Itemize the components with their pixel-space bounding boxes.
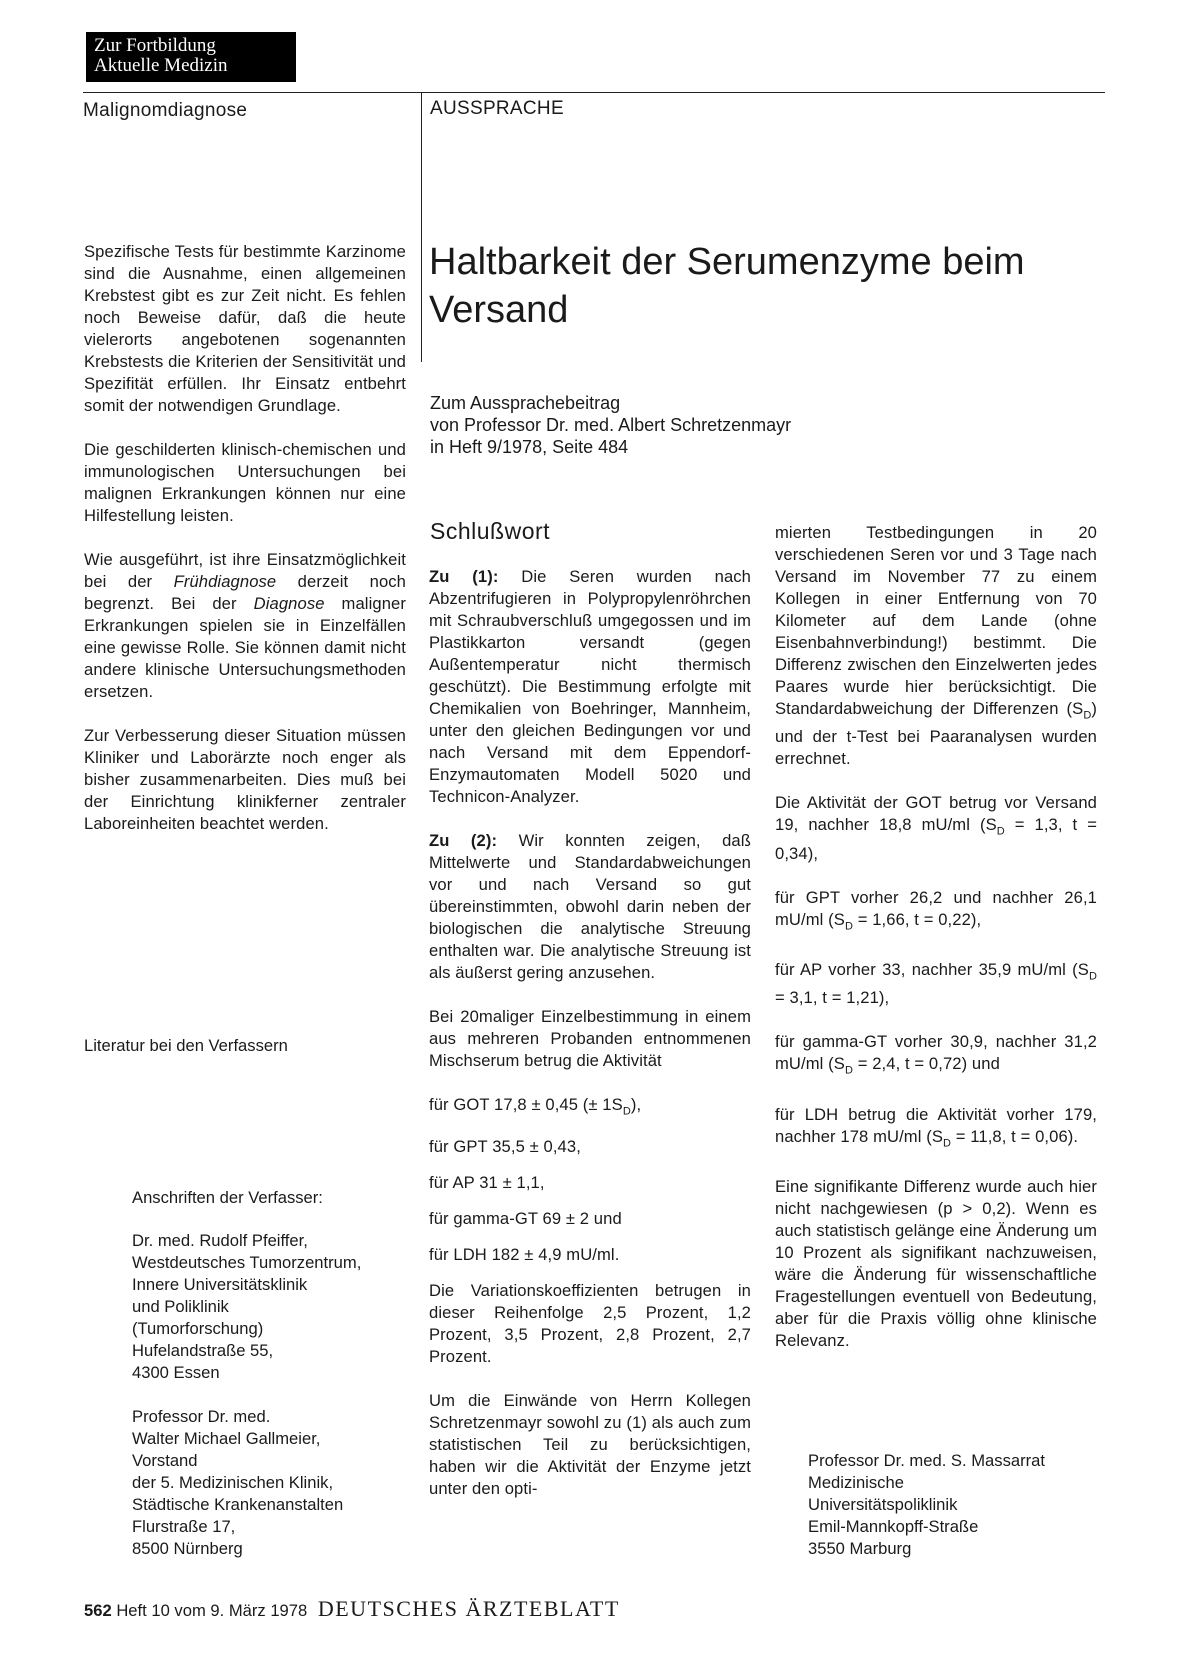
article-title: Haltbarkeit der Serumenzyme beim Versand [429, 241, 1025, 331]
text-run: = 2,4, t = 0,72) und [852, 1054, 1000, 1074]
signature-line: Universitätspoliklinik [808, 1495, 958, 1514]
paragraph [775, 959, 1097, 1009]
emphasis: Frühdiagnose [173, 572, 277, 591]
text-run: ) und der t-Test bei Paaranalysen wurden errechnet. [775, 699, 1097, 769]
value-line: für LDH 182 ± 4,9 mU/ml. [429, 1245, 620, 1265]
badge-line-1: Zur Fortbildung [94, 35, 216, 56]
right-column [775, 522, 1097, 1374]
signature-line: Professor Dr. med. S. Massarrat [808, 1451, 1045, 1470]
addresses-heading: Anschriften der Verfasser: [132, 1188, 323, 1207]
paragraph [775, 887, 1097, 937]
value-line: für GPT 35,5 ± 0,43, [429, 1137, 581, 1157]
page-number: 562 [84, 1601, 112, 1620]
paragraph [775, 522, 1097, 770]
signature-block [808, 1450, 1108, 1560]
subscript: D [844, 919, 853, 932]
paragraph [775, 1104, 1097, 1154]
paragraph: Zur Verbesserung dieser Situation müssen Kliniker und Laborärzte noch enger als bisher zusammenarbeiten. Dies muß bei der Einrichtung klinikferner zentraler Laboreinheiten beachtet werden. [84, 726, 406, 833]
address-line: Innere Universitätsklinik [132, 1275, 308, 1294]
address-line: Walter Michael Gallmeier, [132, 1429, 321, 1448]
paragraph: Eine signifikante Differenz wurde auch hier nicht nachgewiesen (p > 0,2). Wenn es auch statistisch gelänge eine Änderung um 10 Prozent als signifikant nachzuweisen, wäre die Änderung für wissenschaftliche Fragestellungen eventuell von Bedeutung, aber für die Praxis völlig ohne klinische Relevanz. [775, 1176, 1097, 1350]
text-run: Die Aktivität der GOT betrug vor Versand 19, nachher 18,8 mU/ml (S [775, 793, 1097, 835]
text-run: = 1,3, t = 0,34), [775, 815, 1097, 863]
text-run: für GOT 17,8 ± 0,45 (± 1S [429, 1095, 623, 1114]
point-label: Zu (2): [429, 831, 498, 850]
author-address-2 [132, 1406, 412, 1560]
article-subtitle [430, 392, 791, 458]
text-run: Wir konnten zeigen, daß Mittelwerte und Standardabweichungen vor und nach Versand so gut übereinstimmten, obwohl darin neben der biologischen die analytische Streuung enthalten war. Die analytische Streuung ist als äußerst gering anzusehen. [429, 831, 751, 982]
text-run: maligner Erkrankungen spielen sie in Einzelfällen eine gewisse Rolle. Sie können damit nicht andere klinische Untersuchungsmethoden ersetzen. [84, 594, 406, 701]
paragraph: Spezifische Tests für bestimmte Karzinome sind die Ausnahme, einen allgemeinen Krebstest gibt es zur Zeit nicht. Es fehlen noch Beweise dafür, daß die heute vielerorts angebotenen sogenannten Krebstests die Kriterien der Sensitivität und Spezifität erfüllen. Ihr Einsatz entbehrt somit der notwendigen Grundlage. [84, 242, 406, 415]
magazine-name: DEUTSCHES ÄRZTEBLATT [317, 1596, 620, 1621]
author-address-1 [132, 1230, 412, 1384]
text-run: Wie ausgeführt, ist ihre Einsatzmöglichkeit bei der [84, 550, 406, 591]
text-run: ), [630, 1095, 642, 1114]
text-run: für GPT vorher 26,2 und nachher 26,1 mU/ml (S [775, 887, 1097, 929]
paragraph: Bei 20maliger Einzelbestimmung in einem aus mehreren Probanden entnommenen Mischserum betrug die Aktivität [429, 1007, 751, 1070]
subscript: D [622, 1105, 631, 1118]
left-section-label: Malignomdiagnose [83, 100, 248, 121]
address-line: (Tumorforschung) [132, 1319, 264, 1338]
badge-line-2: Aktuelle Medizin [94, 55, 228, 76]
header-divider [421, 92, 422, 362]
text-run: = 11,8, t = 0,06). [951, 1126, 1079, 1146]
paragraph [84, 549, 406, 703]
address-line: Dr. med. Rudolf Pfeiffer, [132, 1231, 308, 1250]
subscript: D [844, 1064, 853, 1077]
text-run: Die Seren wurden nach Abzentrifugieren in Polypropylenröhrchen mit Schraubverschluß umgegossen und im Plastikkarton versandt (gegen Außentemperatur nicht thermisch geschützt). Die Bestimmung erfolgte mit Chemikalien von Boehringer, Mannheim, unter den gleichen Bedingungen vor und nach Versand mit dem Eppendorf-Enzymautomaten Modell 5020 und Technicon-Analyzer. [429, 567, 751, 806]
text-run: mierten Testbedingungen in 20 verschiedenen Seren vor und 3 Tage nach Versand im November 77 zu einem Kollegen in einer Entfernung von 70 Kilometer auf dem Lande (ohne Eisenbahnverbindung!) bestimmt. Die Differenz zwischen den Einzelwerten jedes Paares wurde hier berücksichtigt. Die Standardabweichung der Differenzen (S [775, 523, 1097, 718]
address-line: Westdeutsches Tumorzentrum, [132, 1253, 362, 1272]
value-line: für gamma-GT 69 ± 2 und [429, 1209, 622, 1229]
paragraph: Die Variationskoeffizienten betrugen in dieser Reihenfolge 2,5 Prozent, 1,2 Prozent, 3,5 Prozent, 2,8 Prozent, 2,7 Prozent. [429, 1281, 751, 1367]
paragraph [429, 830, 751, 984]
subtitle-line: Zum Aussprachebeitrag [430, 393, 621, 413]
right-section-label: AUSSPRACHE [430, 98, 564, 119]
address-line: und Poliklinik [132, 1297, 229, 1316]
signature-line: Medizinische [808, 1473, 904, 1492]
point-label: Zu (1): [429, 567, 499, 586]
address-line: Städtische Krankenanstalten [132, 1495, 344, 1514]
section-heading: Schlußwort [430, 518, 551, 544]
header-rule [83, 92, 1105, 93]
text-run: = 1,66, t = 0,22), [852, 909, 982, 929]
value-line [429, 1094, 751, 1122]
paragraph [775, 1031, 1097, 1081]
address-line: 8500 Nürnberg [132, 1539, 243, 1558]
literature-note: Literatur bei den Verfassern [84, 1036, 288, 1055]
address-line: der 5. Medizinischen Klinik, [132, 1473, 334, 1492]
text-run: für AP vorher 33, nachher 35,9 mU/ml (S [775, 959, 1089, 979]
left-column [84, 241, 406, 857]
paragraph [429, 566, 751, 808]
address-line: Flurstraße 17, [132, 1517, 236, 1536]
emphasis: Diagnose [253, 594, 325, 613]
text-run: derzeit noch begrenzt. Bei der [84, 572, 406, 613]
text-run: für LDH betrug die Aktivität vorher 179, nachher 178 mU/ml (S [775, 1104, 1097, 1146]
paragraph: Die geschilderten klinisch-chemischen und immunologischen Untersuchungen bei malignen Erkrankungen können nur eine Hilfestellung leisten. [84, 440, 406, 525]
subscript: D [1083, 709, 1092, 722]
text-run: = 3,1, t = 1,21), [775, 988, 890, 1008]
address-line: Professor Dr. med. [132, 1407, 271, 1426]
section-badge [86, 32, 296, 82]
page-footer [84, 1596, 620, 1622]
subscript: D [1088, 970, 1097, 983]
signature-line: 3550 Marburg [808, 1539, 912, 1558]
signature-line: Emil-Mannkopff-Straße [808, 1517, 979, 1536]
address-line: Hufelandstraße 55, [132, 1341, 274, 1360]
address-line: 4300 Essen [132, 1363, 220, 1382]
paragraph [775, 792, 1097, 864]
subscript: D [943, 1136, 952, 1149]
address-line: Vorstand [132, 1451, 198, 1470]
middle-column [429, 566, 751, 1522]
issue-info: Heft 10 vom 9. März 1978 [116, 1601, 308, 1620]
paragraph: Um die Einwände von Herrn Kollegen Schretzenmayr sowohl zu (1) als auch zum statistischen Teil zu berücksichtigen, haben wir die Aktivität der Enzyme jetzt unter den opti- [429, 1391, 751, 1499]
text-run: für gamma-GT vorher 30,9, nachher 31,2 mU/ml (S [775, 1032, 1097, 1074]
value-line: für AP 31 ± 1,1, [429, 1173, 545, 1193]
subscript: D [996, 825, 1005, 838]
subtitle-line: von Professor Dr. med. Albert Schretzenmayr [430, 415, 792, 435]
subtitle-line: in Heft 9/1978, Seite 484 [430, 437, 629, 457]
